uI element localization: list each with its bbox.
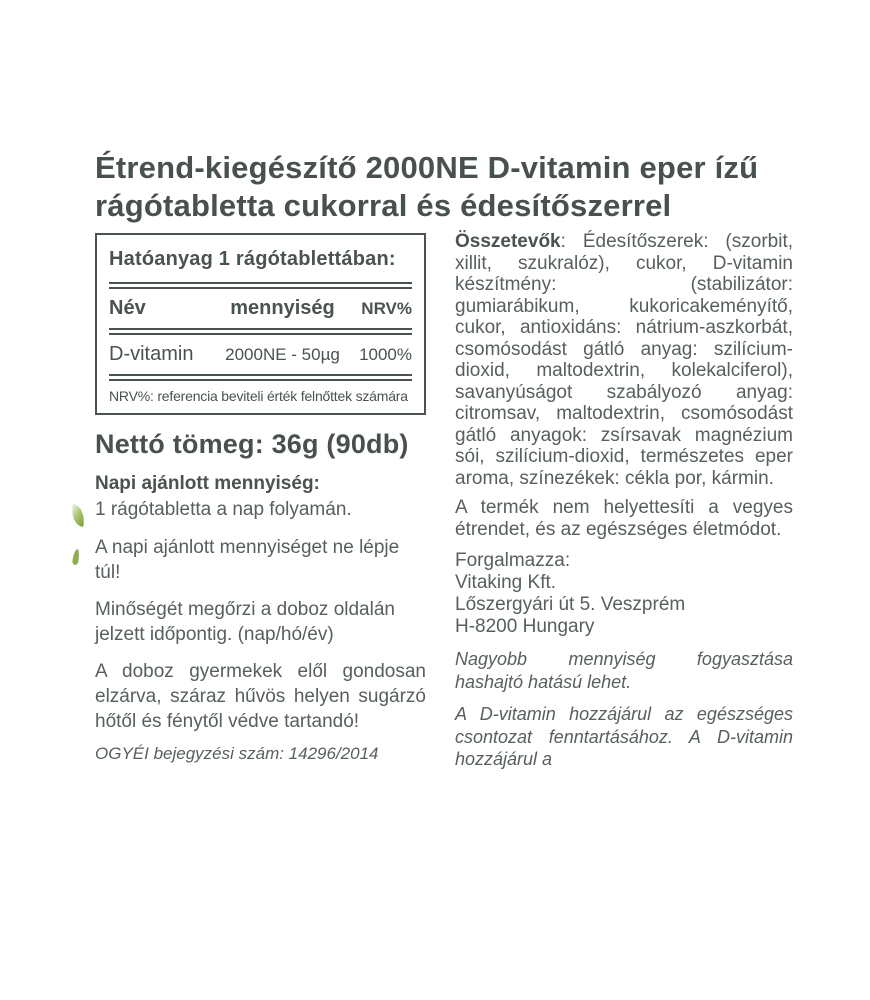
distributor-country: H-8200 Hungary [455, 616, 595, 637]
table-footnote: NRV%: referencia beviteli érték felnőttek számára [109, 388, 408, 404]
product-title-line2: rágótabletta cukorral és édesítőszerrel [95, 188, 672, 223]
table-title: Hatóanyag 1 rágótablettában: [109, 248, 396, 270]
distributor-label: Forgalmazza: [455, 550, 571, 571]
ingredient-amount: 2000NE - 50µg [225, 345, 340, 364]
net-weight: Nettó tömeg: 36g (90db) [95, 429, 409, 459]
table-row [109, 335, 412, 374]
table-divider [109, 374, 412, 381]
registration-number: OGYÉI bejegyzési szám: 14296/2014 [95, 744, 379, 763]
diet-disclaimer: A termék nem helyettesíti a vegyes étrendet, és az egészséges életmódot. [455, 497, 793, 540]
distributor-block [455, 550, 793, 638]
laxative-note: Nagyobb mennyiség fogyasztása hashajtó hatású lehet. [455, 649, 793, 692]
distributor-address: Lőszergyári út 5. Veszprém [455, 594, 686, 615]
column-header-name: Név [109, 297, 146, 319]
daily-amount-heading: Napi ajánlott mennyiség: [95, 473, 320, 494]
daily-amount-text: 1 rágótabletta a nap folyamán. [95, 499, 352, 520]
ingredients-paragraph [455, 231, 793, 489]
leaf-accent-icon [69, 504, 86, 527]
storage-warning: A doboz gyermekek elől gondosan elzárva, száraz hűvös helyen sugárzó hőtől és fénytől védve tartandó! [95, 661, 426, 732]
active-ingredient-table [95, 233, 426, 415]
distributor-company: Vitaking Kft. [455, 572, 557, 593]
ingredients-label: Összetevők [455, 231, 561, 252]
table-divider [109, 328, 412, 335]
leaf-accent-small-icon [72, 549, 80, 566]
ingredient-nrv: 1000% [359, 345, 412, 364]
ingredients-text: : Édesítőszerek: (szorbit, xillit, szukralóz), cukor, D-vitamin készítmény: (stabilizátor: gumiarábikum, kukoricakeményítő, cukor, antioxidáns: nátrium-aszkorbát, csomósodást gátló anyag: szilícium-dioxid, maltodextrin, kolekalciferol), savanyúságot szabályozó anyag: citromsav, maltodextrin, csomósodást gátló anyagok: zsírsavak magnézium sói, szilícium-dioxid, természetes eper aroma, színezékek: cékla por, kármin. [455, 231, 793, 489]
table-divider [109, 282, 412, 289]
dosage-warning: A napi ajánlott mennyiséget ne lépje túl! [95, 537, 400, 583]
health-claim: A D-vitamin hozzájárul az egészséges csontozat fenntartásához. A D-vitamin hozzájárul a [455, 704, 793, 769]
product-title-line1: Étrend-kiegészítő 2000NE D-vitamin eper ízű [95, 150, 759, 185]
right-column [455, 231, 793, 771]
left-column [95, 233, 426, 765]
column-header-nrv: NRV% [361, 299, 412, 318]
table-header-row [109, 289, 412, 328]
best-before-text: Minőségét megőrzi a doboz oldalán jelzett időpontig. (nap/hó/év) [95, 599, 395, 645]
product-title [95, 149, 800, 225]
column-header-amount: mennyiség [230, 297, 335, 319]
ingredient-name: D-vitamin [109, 343, 194, 365]
